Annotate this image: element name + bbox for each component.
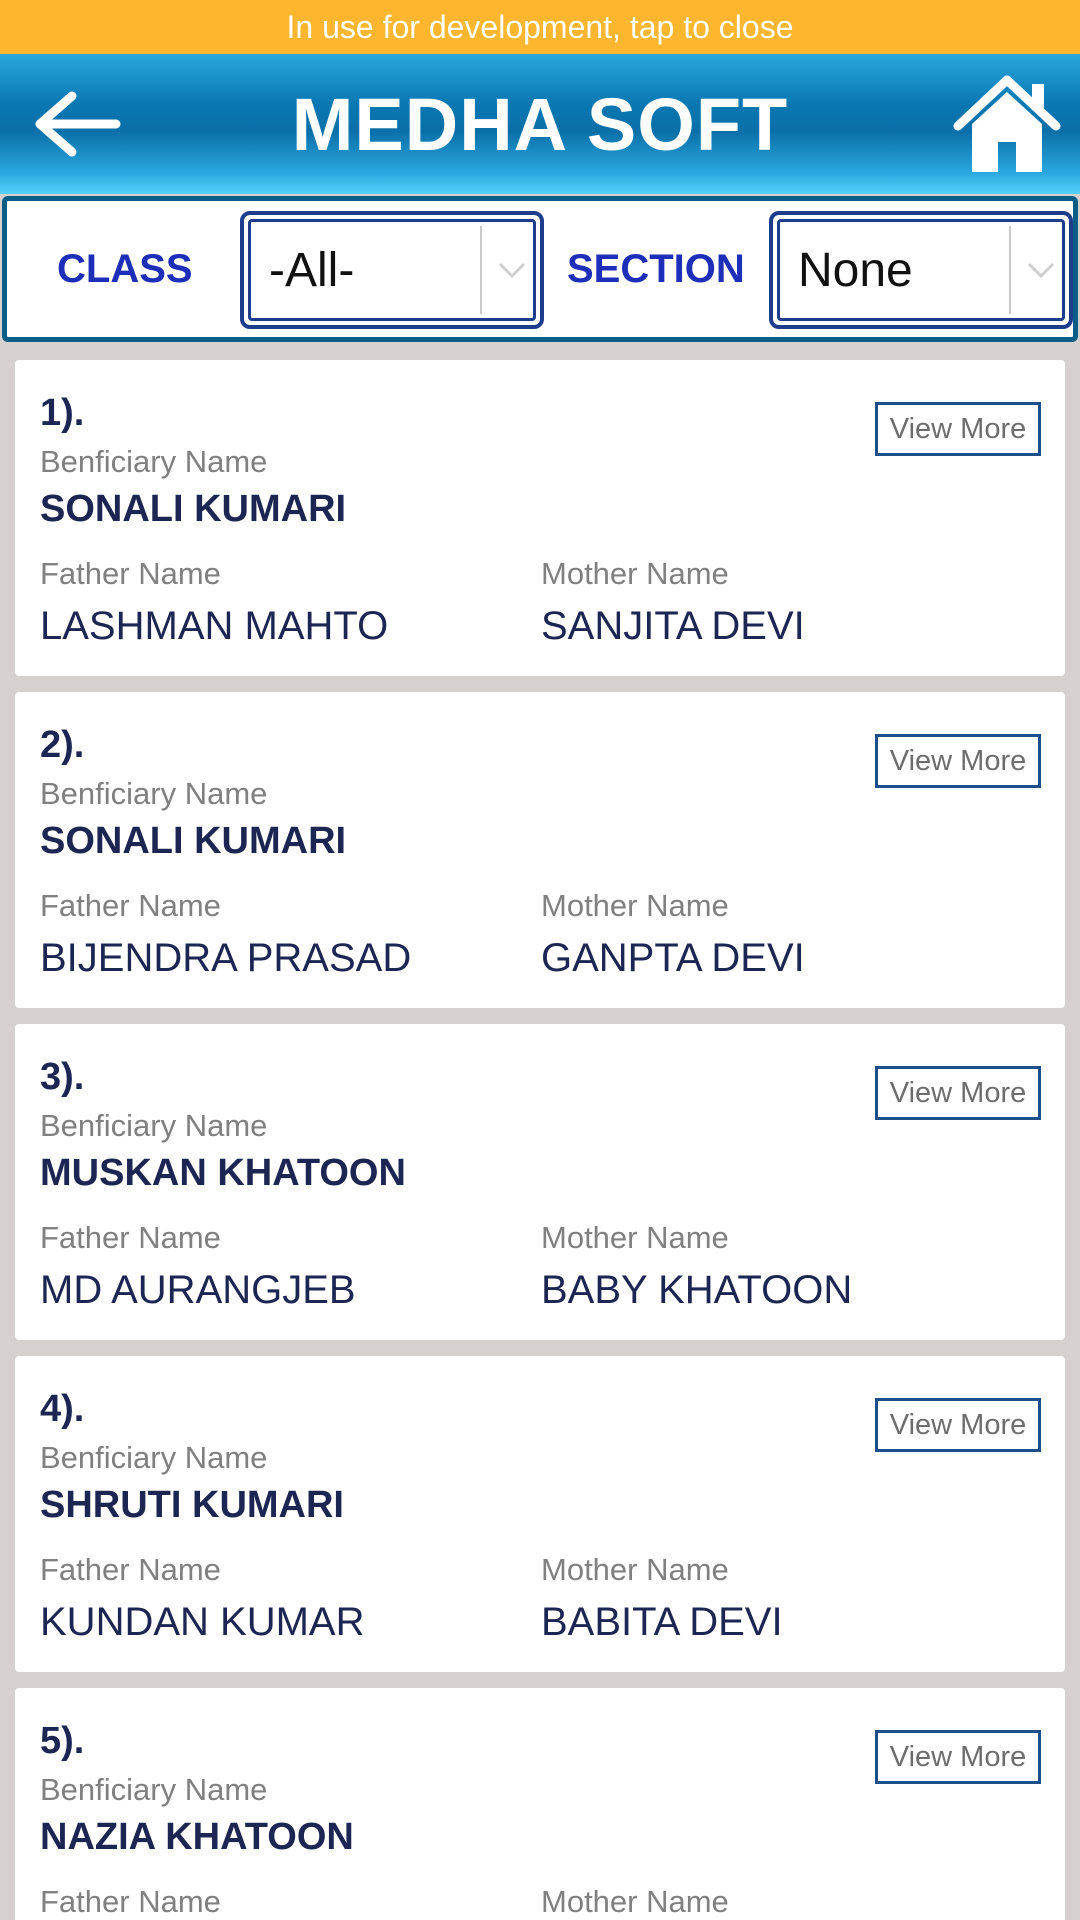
- record-index: 2).: [40, 724, 85, 766]
- mother-name-label: Mother Name: [541, 1884, 729, 1919]
- view-more-button[interactable]: View More: [875, 402, 1041, 456]
- mother-name-label: Mother Name: [541, 1220, 729, 1255]
- beneficiary-name: NAZIA KHATOON: [40, 1816, 354, 1858]
- view-more-button[interactable]: View More: [875, 734, 1041, 788]
- beneficiary-name: SONALI KUMARI: [40, 488, 347, 530]
- beneficiary-card[interactable]: [15, 360, 1065, 676]
- class-select[interactable]: [240, 211, 544, 329]
- beneficiary-card[interactable]: [15, 1356, 1065, 1672]
- father-name: LASHMAN MAHTO: [40, 604, 389, 648]
- father-name-label: Father Name: [40, 888, 221, 923]
- father-name-label: Father Name: [40, 1552, 221, 1587]
- app-title: MEDHA SOFT: [291, 82, 789, 166]
- section-label: SECTION: [567, 246, 745, 291]
- mother-name-label: Mother Name: [541, 888, 729, 923]
- class-label: CLASS: [57, 246, 193, 291]
- beneficiary-name: MUSKAN KHATOON: [40, 1152, 406, 1194]
- chevron-down-icon: [1025, 260, 1057, 280]
- section-select[interactable]: [769, 211, 1073, 329]
- beneficiary-name: SONALI KUMARI: [40, 820, 347, 862]
- beneficiary-card[interactable]: [15, 1024, 1065, 1340]
- record-index: 3).: [40, 1056, 85, 1098]
- chevron-down-icon: [496, 260, 528, 280]
- father-name-label: Father Name: [40, 1220, 221, 1255]
- father-name: MD AURANGJEB: [40, 1268, 356, 1312]
- mother-name: BABITA DEVI: [541, 1600, 783, 1644]
- mother-name-label: Mother Name: [541, 1552, 729, 1587]
- app-header: [0, 54, 1080, 194]
- record-index: 1).: [40, 392, 85, 434]
- beneficiary-name-label: Benficiary Name: [40, 1440, 268, 1475]
- record-index: 4).: [40, 1388, 85, 1430]
- dev-mode-banner[interactable]: In use for development, tap to close: [0, 0, 1080, 54]
- father-name: BIJENDRA PRASAD: [40, 936, 412, 980]
- section-select-value: None: [798, 243, 913, 297]
- mother-name-label: Mother Name: [541, 556, 729, 591]
- view-more-button[interactable]: View More: [875, 1398, 1041, 1452]
- home-icon: [952, 72, 1062, 178]
- record-index: 5).: [40, 1720, 85, 1762]
- class-select-value: -All-: [269, 243, 355, 297]
- beneficiary-card[interactable]: [15, 692, 1065, 1008]
- father-name: KUNDAN KUMAR: [40, 1600, 365, 1644]
- beneficiary-card[interactable]: [15, 1688, 1065, 1920]
- view-more-button[interactable]: View More: [875, 1730, 1041, 1784]
- mother-name: BABY KHATOON: [541, 1268, 853, 1312]
- mother-name: SANJITA DEVI: [541, 604, 805, 648]
- mother-name: GANPTA DEVI: [541, 936, 805, 980]
- filter-bar: [2, 196, 1078, 342]
- beneficiary-name-label: Benficiary Name: [40, 1108, 268, 1143]
- beneficiary-name-label: Benficiary Name: [40, 1772, 268, 1807]
- father-name-label: Father Name: [40, 1884, 221, 1919]
- view-more-button[interactable]: View More: [875, 1066, 1041, 1120]
- home-button[interactable]: [952, 72, 1062, 178]
- father-name-label: Father Name: [40, 556, 221, 591]
- beneficiary-name: SHRUTI KUMARI: [40, 1484, 344, 1526]
- beneficiary-name-label: Benficiary Name: [40, 444, 268, 479]
- beneficiary-name-label: Benficiary Name: [40, 776, 268, 811]
